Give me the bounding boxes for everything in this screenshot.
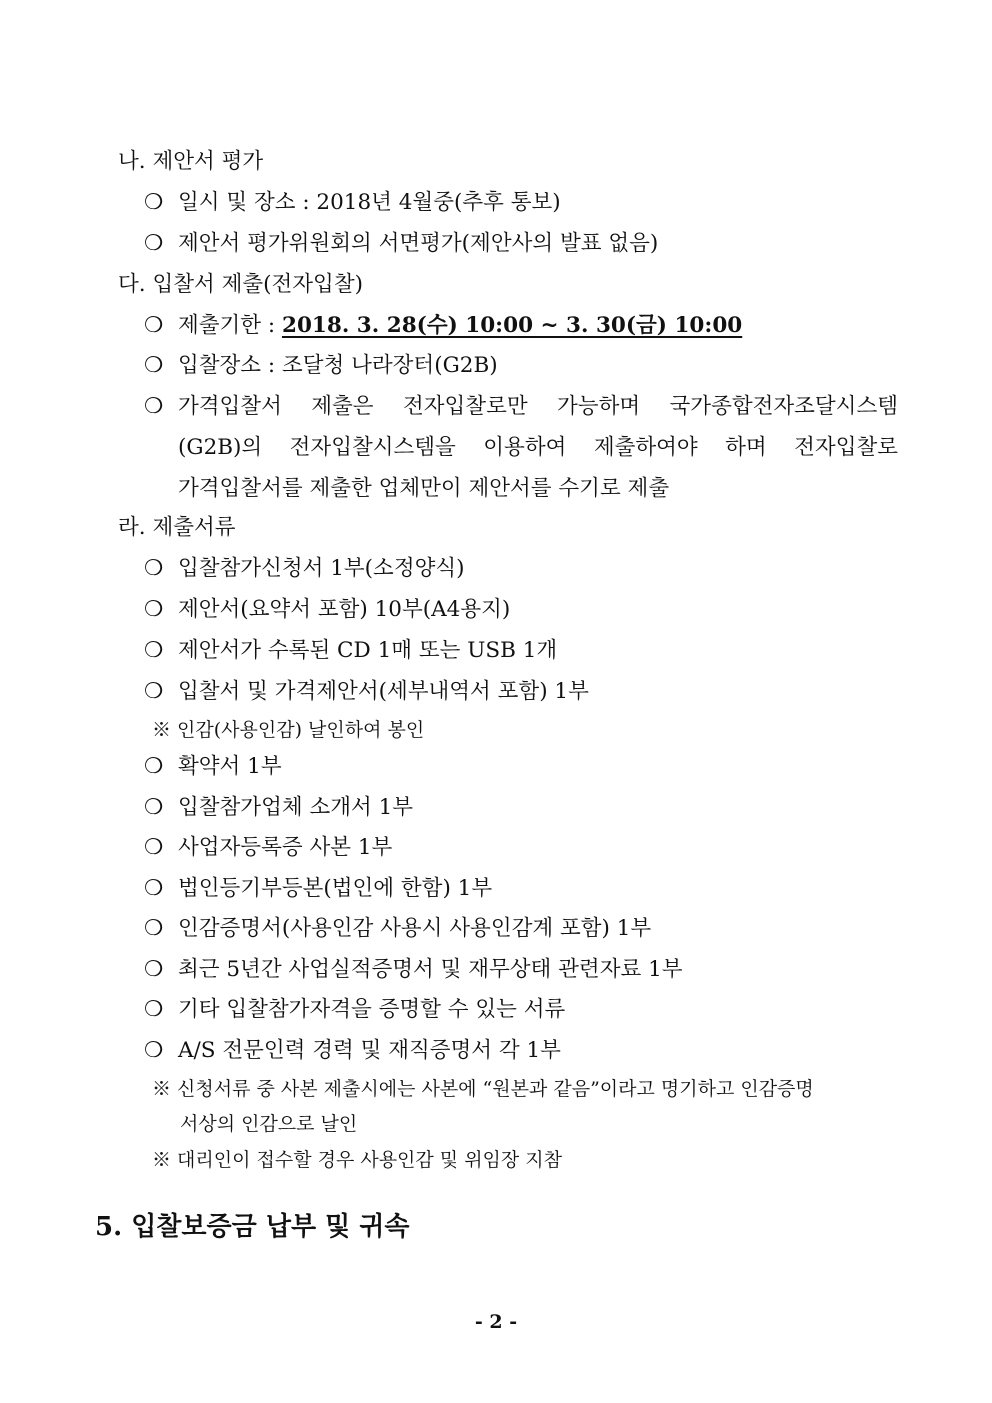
- circle-bullet-icon: ❍: [144, 638, 164, 663]
- circle-bullet-icon: ❍: [144, 876, 164, 901]
- list-item: ❍ 제출기한 : 2018. 3. 28(수) 10:00 ~ 3. 30(금) 10:00: [144, 313, 743, 338]
- circle-bullet-icon: ❍: [144, 394, 164, 419]
- list-item: ❍ 입찰참가업체 소개서 1부: [144, 795, 414, 820]
- list-item: ❍ 제안서가 수록된 CD 1매 또는 USB 1개: [144, 638, 558, 663]
- list-item: ❍ 인감증명서(사용인감 사용시 사용인감계 포함) 1부: [144, 916, 652, 941]
- list-item: ❍ 제안서(요약서 포함) 10부(A4용지): [144, 597, 511, 622]
- circle-bullet-icon: ❍: [144, 795, 164, 820]
- circle-bullet-icon: ❍: [144, 997, 164, 1022]
- deadline-value: 2018. 3. 28(수) 10:00 ~ 3. 30(금) 10:00: [282, 313, 743, 338]
- circle-bullet-icon: ❍: [144, 1038, 164, 1063]
- list-item: ❍ 입찰장소 : 조달청 나라장터(G2B): [144, 353, 498, 378]
- circle-bullet-icon: ❍: [144, 231, 164, 256]
- section-heading-5: 5. 입찰보증금 납부 및 귀속: [95, 1212, 410, 1242]
- list-item: ❍ 기타 입찰참가자격을 증명할 수 있는 서류: [144, 997, 566, 1022]
- list-item: ❍ 입찰참가신청서 1부(소정양식): [144, 556, 465, 581]
- list-item: ❍ 법인등기부등본(법인에 한함) 1부: [144, 876, 493, 901]
- circle-bullet-icon: ❍: [144, 957, 164, 982]
- circle-bullet-icon: ❍: [144, 597, 164, 622]
- list-item: ❍ 확약서 1부: [144, 754, 282, 779]
- circle-bullet-icon: ❍: [144, 679, 164, 704]
- note: ※ 신청서류 중 사본 제출시에는 사본에 “원본과 같음”이라고 명기하고 인감증명: [152, 1078, 814, 1100]
- heading-ra: 라. 제출서류: [118, 515, 236, 540]
- list-item: ❍ 제안서 평가위원회의 서면평가(제안사의 발표 없음): [144, 231, 659, 256]
- circle-bullet-icon: ❍: [144, 556, 164, 581]
- list-item: ❍ 가격입찰서 제출은 전자입찰로만 가능하며 국가종합전자조달시스템: [144, 394, 898, 419]
- circle-bullet-icon: ❍: [144, 754, 164, 779]
- list-item: ❍ 일시 및 장소 : 2018년 4월중(추후 통보): [144, 190, 561, 215]
- circle-bullet-icon: ❍: [144, 190, 164, 215]
- list-item: ❍ A/S 전문인력 경력 및 재직증명서 각 1부: [144, 1038, 561, 1063]
- list-item-continuation: (G2B)의 전자입찰시스템을 이용하여 제출하여야 하며 전자입찰로: [178, 435, 898, 460]
- list-item: ❍ 입찰서 및 가격제안서(세부내역서 포함) 1부: [144, 679, 589, 704]
- heading-na: 나. 제안서 평가: [118, 149, 264, 174]
- note-continuation: 서상의 인감으로 날인: [180, 1113, 358, 1135]
- circle-bullet-icon: ❍: [144, 916, 164, 941]
- circle-bullet-icon: ❍: [144, 835, 164, 860]
- heading-da: 다. 입찰서 제출(전자입찰): [118, 272, 363, 297]
- circle-bullet-icon: ❍: [144, 313, 164, 338]
- note: ※ 인감(사용인감) 날인하여 봉인: [152, 719, 425, 741]
- circle-bullet-icon: ❍: [144, 353, 164, 378]
- note: ※ 대리인이 접수할 경우 사용인감 및 위임장 지참: [152, 1149, 563, 1171]
- list-item-continuation: 가격입찰서를 제출한 업체만이 제안서를 수기로 제출: [178, 476, 670, 501]
- page-number: - 2 -: [474, 1311, 518, 1333]
- list-item: ❍ 최근 5년간 사업실적증명서 및 재무상태 관련자료 1부: [144, 957, 683, 982]
- list-item: ❍ 사업자등록증 사본 1부: [144, 835, 393, 860]
